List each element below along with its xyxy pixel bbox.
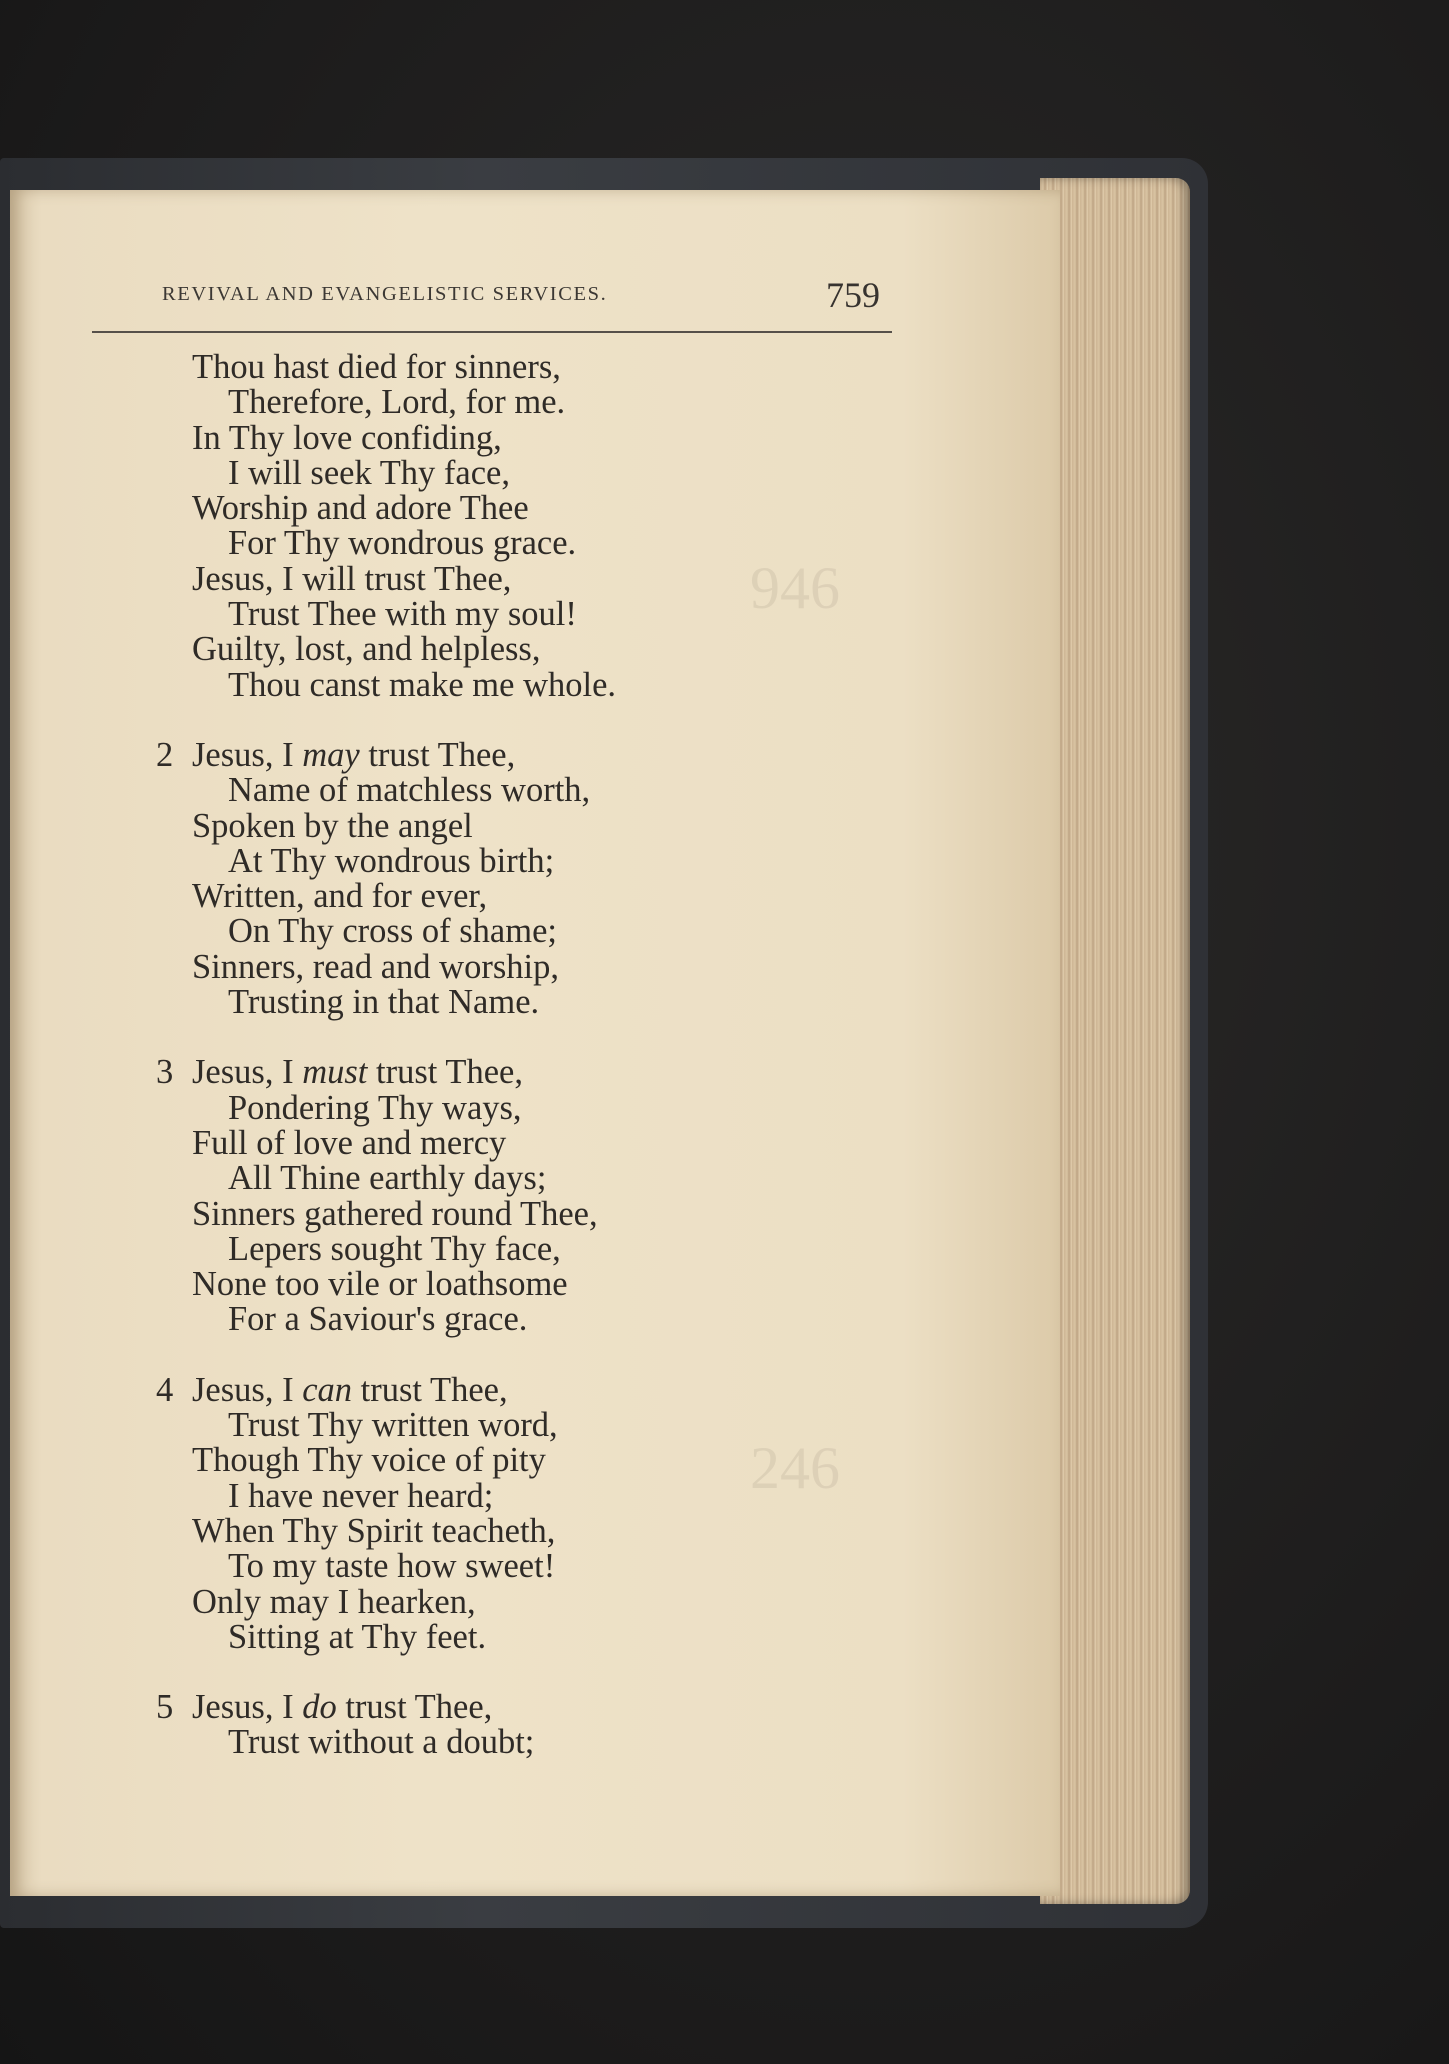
- verse-line: [140, 841, 840, 880]
- verse-line: [140, 1123, 840, 1162]
- verse-line: [140, 1617, 840, 1656]
- verse-line: [140, 597, 840, 632]
- verse-line: [140, 1088, 840, 1127]
- line-text: trust Thee,: [367, 1053, 523, 1092]
- line-text: Sinners, read and worship,: [192, 947, 559, 986]
- verse-line: [140, 350, 840, 385]
- verse-line: [140, 1549, 840, 1584]
- verse-line: [140, 947, 840, 986]
- line-text: Spoken by the angel: [192, 806, 473, 845]
- line-text: For Thy wondrous grace.: [228, 524, 577, 563]
- line-text: Name of matchless worth,: [228, 771, 591, 810]
- line-text: Guilty, lost, and helpless,: [192, 630, 541, 669]
- verse-line: [140, 491, 840, 526]
- verse-line: [140, 453, 840, 492]
- line-text: trust Thee,: [336, 1688, 493, 1727]
- verse-line: [140, 559, 840, 598]
- bleed-through-text: 946: [750, 555, 840, 621]
- verse-line: [140, 1476, 840, 1515]
- line-text: All Thine earthly days;: [228, 1159, 547, 1198]
- verse-line: [140, 735, 840, 774]
- bleed-through-text: 246: [750, 1435, 840, 1501]
- emphasis-word: can: [302, 1370, 353, 1409]
- emphasis-word: may: [302, 735, 360, 774]
- verse-line: [140, 1267, 840, 1302]
- line-text: I have never heard;: [228, 1476, 494, 1515]
- line-text: Trust without a doubt;: [228, 1723, 535, 1762]
- line-text: Jesus, I: [192, 1688, 303, 1727]
- verse-line: [140, 914, 840, 949]
- verse-line: [140, 1055, 840, 1090]
- verse-line: [140, 1370, 840, 1409]
- emphasis-word: do: [302, 1688, 337, 1727]
- line-text: Full of love and mercy: [192, 1123, 507, 1162]
- line-text: Though Thy voice of pity: [192, 1441, 546, 1480]
- line-text: Sinners gathered round Thee,: [192, 1194, 598, 1233]
- line-text: Lepers sought Thy face,: [228, 1229, 561, 1268]
- line-text: Trusting in that Name.: [228, 983, 540, 1022]
- page-edges: [1040, 178, 1190, 1904]
- verse-line: [140, 526, 840, 561]
- line-text: trust Thee,: [359, 735, 516, 774]
- header-rule: [92, 331, 892, 333]
- verse-line: [140, 1408, 840, 1443]
- line-text: Trust Thee with my soul!: [228, 595, 577, 634]
- line-text: Trust Thy written word,: [228, 1406, 558, 1445]
- verse-line: [140, 385, 840, 420]
- line-text: In Thy love confiding,: [192, 418, 502, 457]
- stanza: [140, 1055, 840, 1337]
- line-text: trust Thee,: [352, 1370, 508, 1409]
- line-text: Only may I hearken,: [192, 1582, 476, 1621]
- stanza: [140, 350, 840, 703]
- line-text: Thou canst make me whole.: [228, 665, 617, 704]
- line-text: Jesus, I: [192, 735, 303, 774]
- verse-line: [140, 1161, 840, 1196]
- verse-line: [140, 1511, 840, 1550]
- verse-line: [140, 1443, 840, 1478]
- verse-line: [140, 665, 840, 704]
- line-text: When Thy Spirit teacheth,: [192, 1511, 556, 1550]
- line-text: Sitting at Thy feet.: [228, 1617, 487, 1656]
- line-text: At Thy wondrous birth;: [228, 841, 555, 880]
- verse-line: [140, 1582, 840, 1621]
- verse-line: [140, 773, 840, 808]
- line-text: Worship and adore Thee: [192, 489, 529, 528]
- verse-line: [140, 1302, 840, 1337]
- verse-line: [140, 632, 840, 667]
- stanza-number: 5: [156, 1688, 174, 1727]
- line-text: Pondering Thy ways,: [228, 1088, 522, 1127]
- verse-line: [140, 1229, 840, 1268]
- line-text: Thou hast died for sinners,: [192, 348, 561, 386]
- verse-line: [140, 806, 840, 845]
- line-text: Jesus, I: [192, 1370, 303, 1409]
- line-text: For a Saviour's grace.: [228, 1300, 528, 1339]
- verse-line: [140, 1725, 840, 1760]
- line-text: Jesus, I will trust Thee,: [192, 559, 512, 598]
- verse-line: [140, 1690, 840, 1725]
- emphasis-word: must: [302, 1053, 368, 1092]
- stanza: [140, 1370, 840, 1656]
- page-number: 759: [826, 275, 880, 315]
- line-text: Jesus, I: [192, 1053, 303, 1092]
- verse-line: [140, 418, 840, 457]
- line-text: On Thy cross of shame;: [228, 912, 557, 951]
- verse-line: [140, 1194, 840, 1233]
- line-text: None too vile or loathsome: [192, 1265, 568, 1304]
- verse-line: [140, 879, 840, 914]
- stanza-number: 2: [156, 735, 174, 774]
- line-text: Therefore, Lord, for me.: [228, 383, 566, 422]
- stanza-number: 4: [156, 1370, 174, 1409]
- line-text: Written, and for ever,: [192, 877, 488, 916]
- line-text: To my taste how sweet!: [228, 1547, 556, 1586]
- stanza: [140, 735, 840, 1022]
- verse-line: [140, 985, 840, 1020]
- hymn-text: [140, 350, 840, 1761]
- running-title: REVIVAL AND EVANGELISTIC SERVICES.: [162, 283, 608, 305]
- line-text: I will seek Thy face,: [228, 453, 510, 492]
- stanza: [140, 1690, 840, 1761]
- stanza-number: 3: [156, 1053, 174, 1092]
